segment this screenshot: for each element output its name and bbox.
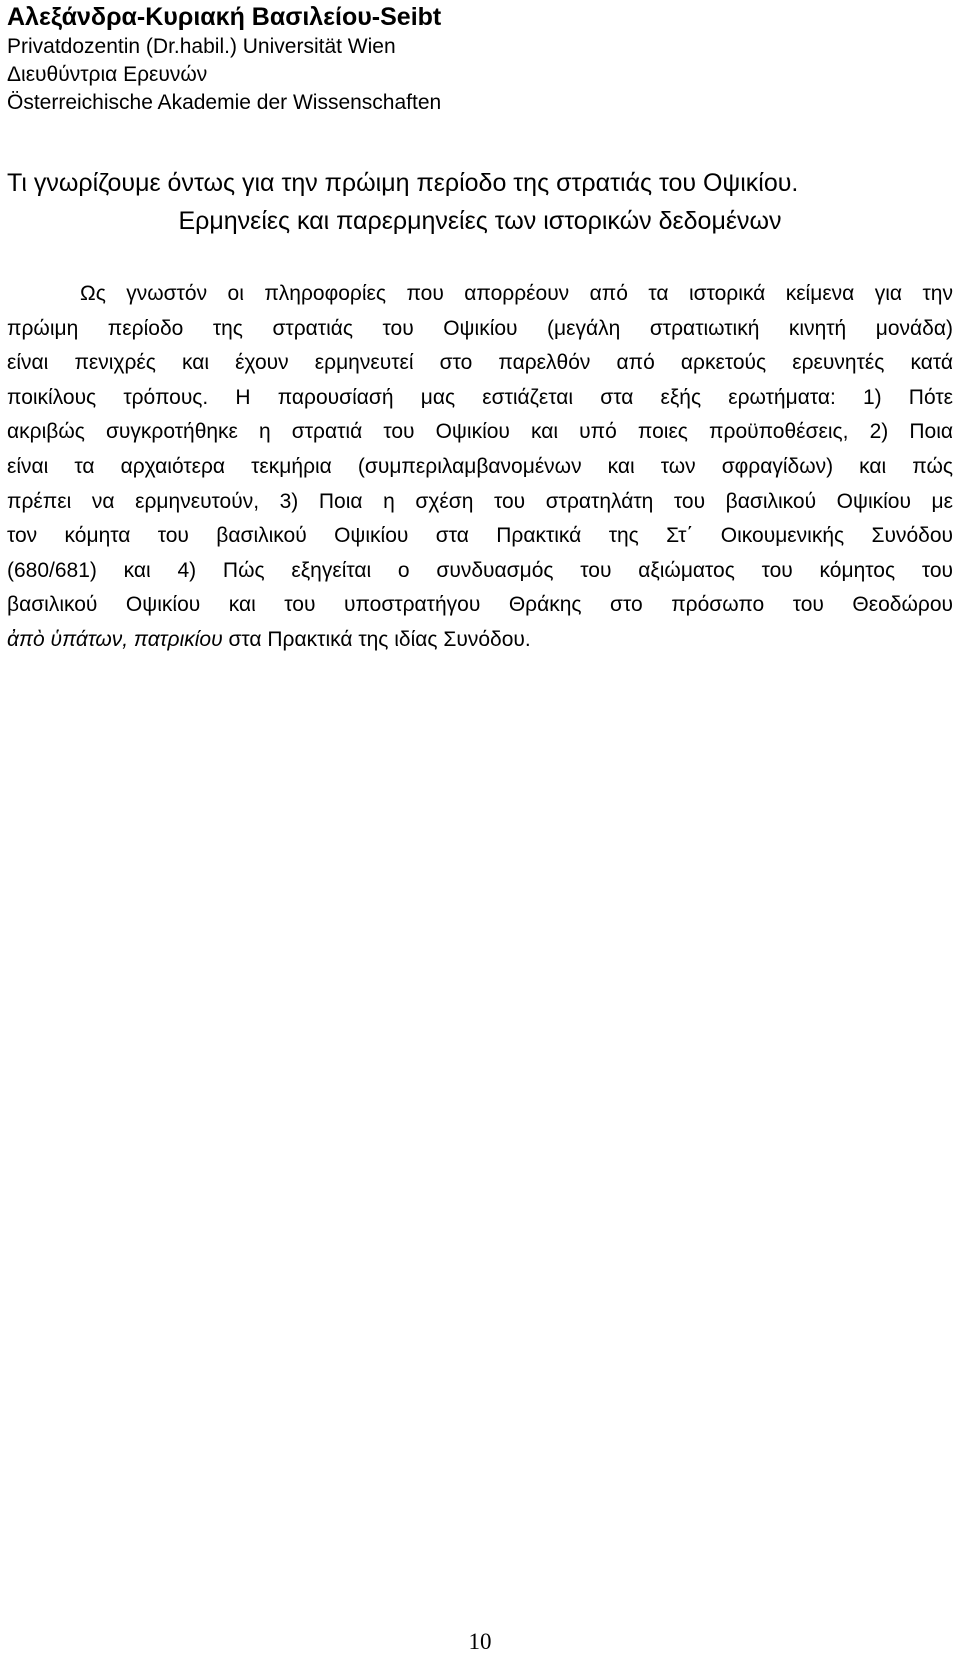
abstract-line: τον κόμητα του βασιλικού Οψικίου στα Πρακτικά της Στ΄ Οικουμενικής Συνόδου: [7, 524, 953, 548]
title-line-2: Ερμηνείες και παρερμηνείες των ιστορικών δεδομένων: [178, 207, 782, 235]
abstract-line: (680/681) και 4) Πώς εξηγείται ο συνδυασμός του αξιώματος του κόμητος του: [7, 558, 953, 582]
page-number: 10: [468, 1629, 492, 1654]
abstract-last-line: [7, 623, 953, 658]
abstract-line: ποικίλους τρόπους. Η παρουσίασή μας εστιάζεται στα εξής ερωτήματα: 1) Πότε: [7, 385, 953, 409]
title-line-1: Τι γνωρίζουμε όντως για την πρώιμη περίοδο της στρατιάς του Οψικίου.: [7, 169, 799, 197]
abstract-line: βασιλικού Οψικίου και του υποστρατήγου Θράκης στο πρόσωπο του Θεοδώρου: [7, 593, 953, 617]
abstract-line: Ως γνωστόν οι πληροφορίες που απορρέουν από τα ιστορικά κείμενα για την: [80, 282, 953, 305]
italic-title-phrase: ἀπὸ ὑπάτων, πατρικίου: [7, 627, 223, 651]
affiliation-university: Privatdozentin (Dr.habil.) Universität Wien: [7, 35, 396, 58]
abstract-line: είναι τα αρχαιότερα τεκμήρια (συμπεριλαμβανομένων και των σφραγίδων) και πώς: [7, 454, 953, 478]
paper-title: [7, 164, 953, 240]
abstract-last-line-text: στα Πρακτικά της ιδίας Συνόδου.: [222, 627, 531, 651]
author-name: Αλεξάνδρα-Κυριακή Βασιλείου-Seibt: [7, 3, 442, 31]
affiliation-position: Διευθύντρια Ερευνών: [7, 63, 208, 86]
abstract-line: ακριβώς συγκροτήθηκε η στρατιά του Οψικίου και υπό ποιες προϋποθέσεις, 2) Ποια: [7, 420, 953, 444]
abstract-paragraph: [7, 277, 953, 658]
author-block: [7, 2, 947, 117]
abstract-line: είναι πενιχρές και έχουν ερμηνευτεί στο παρελθόν από αρκετούς ερευνητές κατά: [7, 351, 953, 375]
affiliation-academy: Österreichische Akademie der Wissenschaften: [7, 91, 442, 114]
abstract-line: πρέπει να ερμηνευτούν, 3) Ποια η σχέση του στρατηλάτη του βασιλικού Οψικίου με: [7, 489, 953, 513]
abstract-line: πρώιμη περίοδο της στρατιάς του Οψικίου (μεγάλη στρατιωτική κινητή μονάδα): [7, 316, 953, 340]
